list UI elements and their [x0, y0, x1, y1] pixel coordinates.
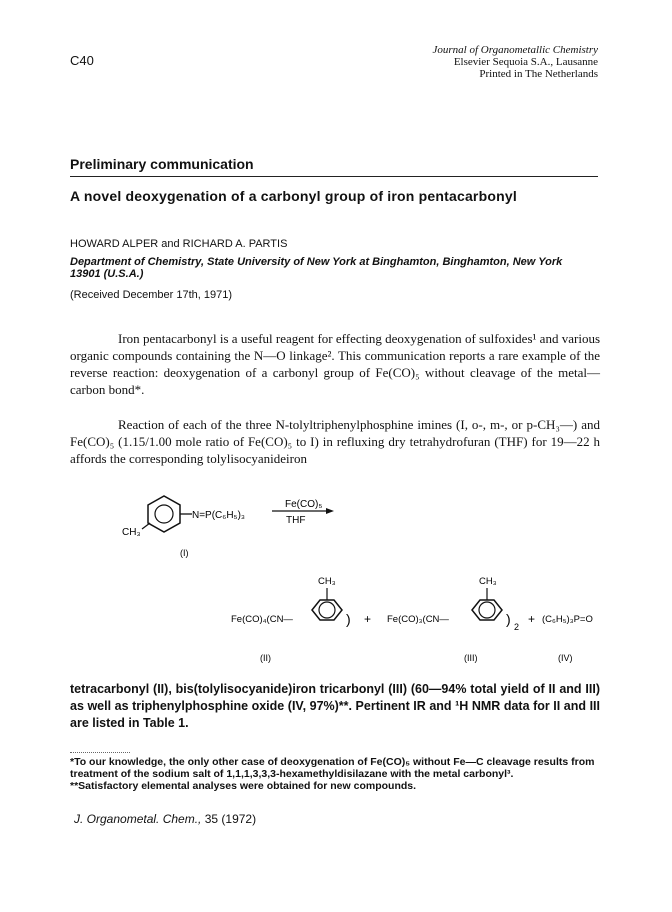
solvent-label: THF — [286, 515, 306, 526]
product-IV-formula: (C₆H₅)₃P=O — [542, 614, 593, 625]
article-title: A novel deoxygenation of a carbonyl group of iron pentacarbonyl — [70, 188, 517, 204]
paragraph-3: tetracarbonyl (II), bis(tolylisocyanide)iron tricarbonyl (III) (60—94% total yield of II and III) as well as triphenylphosphine oxide (IV, 97%)**. Pertinent IR and ¹H NMR data for II and III are listed in Table 1. — [70, 682, 600, 730]
product-II-suffix: ) — [346, 611, 351, 627]
benzene-ring-reactant — [142, 496, 192, 532]
authors: HOWARD ALPER and RICHARD A. PARTIS — [70, 238, 288, 250]
reactant-label: N=P(C₆H₅)₃ — [192, 510, 245, 521]
printed-note: Printed in The Netherlands — [479, 68, 598, 80]
section-heading: Preliminary communication — [70, 156, 254, 172]
plus-sign-1: + — [364, 612, 372, 626]
compound-IV-label: (IV) — [558, 653, 573, 663]
affiliation: Department of Chemistry, State University of New York at Binghamton, Binghamton, New York 13901 (U.S.A.) — [70, 256, 563, 280]
received-date: (Received December 17th, 1971) — [70, 289, 233, 301]
compound-I-label: (I) — [180, 548, 189, 558]
reagent-label: Fe(CO)₅ — [285, 499, 323, 510]
section-rule — [70, 176, 598, 177]
benzene-ring-III — [472, 600, 502, 620]
benzene-ring-II — [312, 600, 342, 620]
product-III-prefix: Fe(CO)₃(CN— — [387, 614, 449, 625]
methyl-label-reactant: CH₃ — [122, 527, 141, 538]
paragraph-2: Reaction of each of the three N-tolyltriphenylphosphine imines (I, o-, m-, or p-CH₃—) and Fe(CO)₅ (1.15/1.00 mole ratio of Fe(CO)₅ to I) in refluxing dry tetrahydrofuran (THF) for 19—22 h affords the corresponding tolylisocyanideiron — [70, 417, 600, 466]
compound-II-label: (II) — [260, 653, 271, 663]
footnote-rule — [70, 752, 130, 753]
methyl-label-II: CH₃ — [318, 576, 336, 587]
citation-journal: J. Organometal. Chem., — [74, 812, 202, 826]
footnote-2: **Satisfactory elemental analyses were obtained for new compounds. — [70, 780, 417, 792]
journal-header — [433, 44, 599, 80]
product-II-prefix: Fe(CO)₄(CN— — [231, 614, 293, 625]
reaction-scheme — [0, 480, 672, 680]
footnote-1: *To our knowledge, the only other case of deoxygenation of Fe(CO)₅ without Fe—C cleavage results from treatment of the sodium salt of 1,1,1,3,3,3-hexamethyldisilazane with the metal carbonyl³. — [70, 756, 595, 780]
publisher: Elsevier Sequoia S.A., Lausanne — [453, 56, 598, 68]
compound-III-label: (III) — [464, 653, 478, 663]
plus-sign-2: + — [528, 612, 536, 626]
paragraph-1: Iron pentacarbonyl is a useful reagent for effecting deoxygenation of sulfoxides¹ and various organic compounds containing the N—O linkage². This communication reports a rare example of the reverse reaction: deoxygenation of a carbonyl group of Fe(CO)₅ without cleavage of the metal—carbon bond*. — [70, 331, 600, 397]
citation-volume: 35 (1972) — [204, 812, 257, 826]
methyl-label-III: CH₃ — [479, 576, 497, 587]
page-number: C40 — [70, 53, 94, 68]
journal-name: Journal of Organometallic Chemistry — [432, 44, 598, 56]
product-III-suffix: ) — [506, 611, 511, 627]
journal-citation — [74, 812, 256, 826]
product-III-subscript: 2 — [514, 622, 520, 632]
